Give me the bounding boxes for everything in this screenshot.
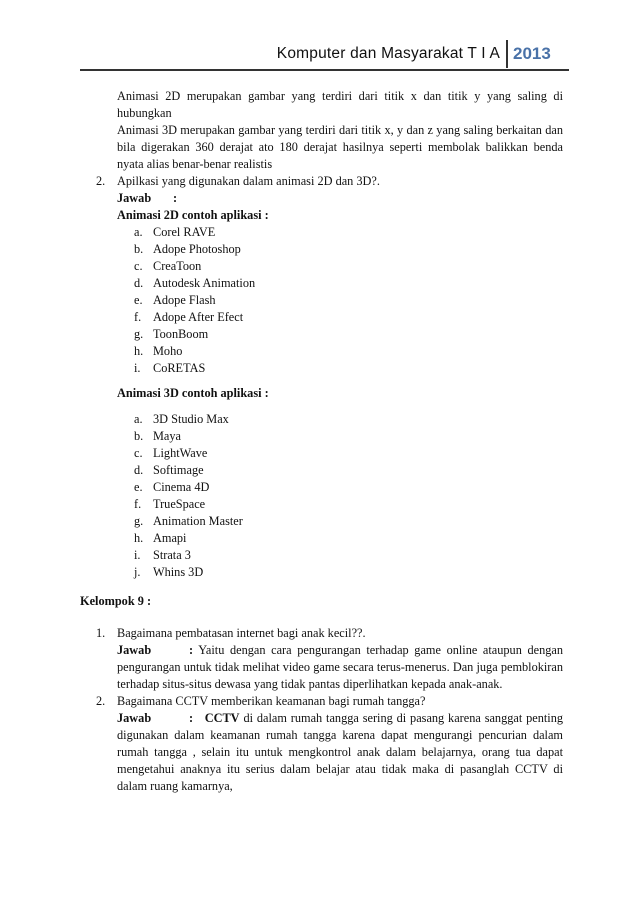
list-item: a. 3D Studio Max (134, 412, 229, 426)
intro-paragraph-2d: Animasi 2D merupakan gambar yang terdiri dari titik x dan titik y yang saling di hubungkan (117, 89, 563, 120)
question-number: 2. (96, 174, 106, 188)
intro-paragraph-3d: Animasi 3D merupakan gambar yang terdiri dari titik x, y dan z yang saling berkaitan dan bila digerakan 360 derajat ato 180 derajat hasilnya seperti membolak balikkan benda nyata alias benar-benar realistis (117, 123, 563, 171)
answer-keyword: CCTV (204, 711, 240, 725)
jawab-label: Jawab (117, 643, 152, 657)
jawab-line (80, 190, 563, 207)
list-2d (80, 224, 563, 377)
list-item: c. CreaToon (134, 259, 202, 273)
list-item: f. TrueSpace (134, 497, 206, 511)
list-item: b. Maya (134, 429, 181, 443)
jawab-label: Jawab (117, 711, 152, 725)
list-3d (80, 411, 563, 581)
document-body (80, 88, 563, 795)
page-header (0, 37, 638, 71)
list-item: d. Autodesk Animation (134, 276, 256, 290)
question-text: Bagaimana CCTV memberikan keamanan bagi rumah tangga? (117, 694, 426, 708)
list-item: d. Softimage (134, 463, 204, 477)
list-item: g. Animation Master (134, 514, 243, 528)
kelompok-question-1 (80, 625, 563, 642)
jawab-colon: : (173, 191, 178, 205)
list-item: f. Adope After Efect (134, 310, 244, 324)
kelompok-answer-2 (80, 710, 563, 795)
question-text: Apilkasi yang digunakan dalam animasi 2D dan 3D?. (117, 174, 380, 188)
kelompok-answer-1 (80, 642, 563, 693)
list-item: b. Adope Photoshop (134, 242, 241, 256)
list-item: i. Strata 3 (134, 548, 191, 562)
heading-3d: Animasi 3D contoh aplikasi : (117, 386, 269, 400)
question-number: 2. (96, 694, 106, 708)
header-year: 2013 (513, 44, 551, 63)
list-item: h. Amapi (134, 531, 187, 545)
list-item: h. Moho (134, 344, 183, 358)
question-number: 1. (96, 626, 106, 640)
heading-2d: Animasi 2D contoh aplikasi : (117, 208, 269, 222)
section-title-kelompok-9: Kelompok 9 : (80, 594, 152, 608)
header-rule (80, 69, 569, 71)
answer-text: di dalam rumah tangga sering di pasang karena sanggat penting digunakan dalam keamanan rumah tangga karena dapat mengurangi pencurian dalam rumah tangga , selain itu untuk mengkontrol anak dalam belajarnya, orang tua dapat mengetahui anaknya itu serius dalam belajar atau tidak maka di pasanglah CCTV di dalam ruang kamarnya, (117, 711, 564, 793)
list-item: j. Whins 3D (134, 565, 204, 579)
jawab-colon: : (189, 643, 194, 657)
list-item: c. LightWave (134, 446, 208, 460)
list-item: i. CoRETAS (134, 361, 206, 375)
question-2 (80, 173, 563, 190)
list-item: g. ToonBoom (134, 327, 209, 341)
header-separator (506, 40, 508, 68)
list-item: e. Adope Flash (134, 293, 216, 307)
list-item: a. Corel RAVE (134, 225, 216, 239)
jawab-label: Jawab (117, 191, 152, 205)
header-title: Komputer dan Masyarakat T I A (276, 45, 500, 62)
answer-text: Yaitu dengan cara pengurangan terhadap game online ataupun dengan pengurangan untuk tidak melihat video game secara terus-menerus. Dan juga pemblokiran terhadap situs-situs dewasa yang tidak pantas diperlihatkan kepada anak-anak. (117, 643, 563, 691)
kelompok-question-2 (80, 693, 563, 710)
jawab-colon: : (189, 711, 194, 725)
question-text: Bagaimana pembatasan internet bagi anak kecil??. (117, 626, 366, 640)
list-item: e. Cinema 4D (134, 480, 210, 494)
